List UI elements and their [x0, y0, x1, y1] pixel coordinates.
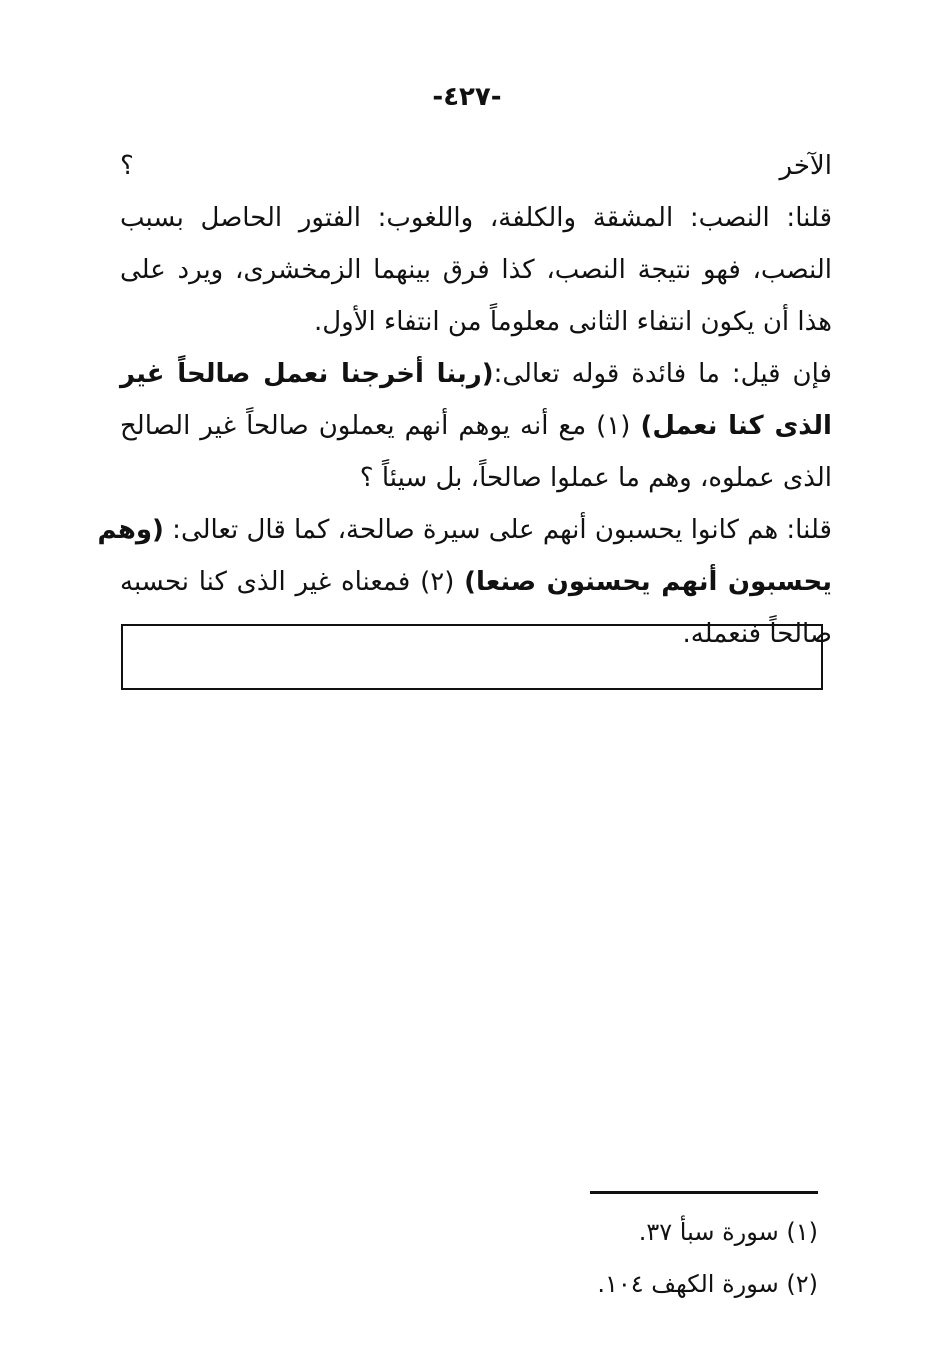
quran-quote: (ربنا أخرجنا نعمل صالحاً غير	[120, 359, 494, 389]
text-line: هذا أن يكون انتفاء الثانى معلوماً من انتفاء الأول.	[313, 307, 832, 337]
text-line: صالحاً فنعمله.	[682, 619, 832, 649]
quran-quote: (وهم	[97, 515, 164, 545]
text-line	[97, 504, 832, 556]
main-text	[97, 140, 832, 660]
footnotes	[500, 1206, 818, 1310]
text-line: قلنا: النصب: المشقة والكلفة، واللغوب: الفتور الحاصل بسبب	[120, 203, 832, 233]
text-segment: (١) مع أنه يوهم أنهم يعملون صالحاً غير الصالح	[120, 411, 641, 441]
answer-intro: قلنا: هم كانوا يحسبون أنهم على سيرة صالحة، كما قال تعالى:	[163, 515, 832, 545]
text-line	[120, 556, 832, 608]
text-line: النصب، فهو نتيجة النصب، كذا فرق بينهما الزمخشرى، ويرد على	[120, 255, 832, 285]
question-intro: فإن قيل: ما فائدة قوله تعالى:	[493, 359, 832, 389]
empty-frame	[121, 624, 823, 690]
text-segment: (٢) فمعناه غير الذى كنا نحسبه	[120, 567, 465, 597]
quran-quote: يحسبون أنهم يحسنون صنعا)	[464, 567, 832, 597]
text-line: الآخر ؟	[120, 151, 832, 181]
text-line	[120, 400, 832, 452]
page-number: -٤٢٧-	[432, 82, 502, 112]
footnote-separator	[590, 1191, 818, 1194]
text-line	[120, 348, 832, 400]
text-line: الذى عملوه، وهم ما عملوا صالحاً، بل سيئاً ؟	[359, 463, 832, 493]
footnote-1: (١) سورة سبأ ٣٧.	[638, 1218, 818, 1246]
quran-quote: الذى كنا نعمل)	[640, 411, 832, 441]
footnote-2: (٢) سورة الكهف ١٠٤.	[597, 1270, 818, 1298]
